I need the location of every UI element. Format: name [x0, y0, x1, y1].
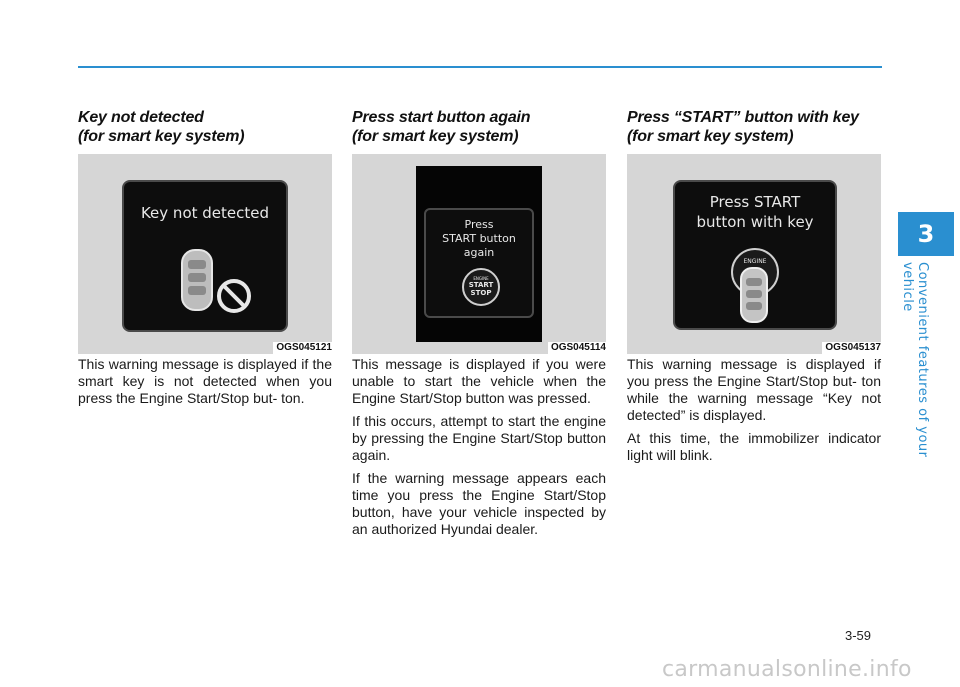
- paragraph: This warning message is displayed if you press the Engine Start/Stop but- ton while the warning message “Key not detected” is displayed.: [627, 356, 881, 423]
- watermark: carmanualsonline.info: [662, 657, 912, 682]
- cluster-display: [424, 208, 534, 318]
- figure-press-start-again: [352, 154, 606, 354]
- figure-press-start-with-key: [627, 154, 881, 354]
- start-stop-button-icon: [462, 268, 500, 306]
- paragraph: If this occurs, attempt to start the engine by pressing the Engine Start/Stop button again.: [352, 413, 606, 463]
- heading-line-1: Press “START” button with key: [627, 109, 859, 126]
- figure-code: OGS045137: [822, 342, 881, 354]
- screen-line-2: button with key: [696, 213, 814, 231]
- button-label: ENGINE: [743, 258, 767, 265]
- button-line-2: START: [468, 281, 494, 289]
- section-body: [78, 356, 332, 413]
- screen-line-3: again: [463, 246, 495, 259]
- figure-code: OGS045114: [548, 342, 606, 354]
- screen-line-1: Press: [464, 218, 494, 231]
- cluster-panel: [416, 166, 542, 342]
- button-line-3: STOP: [470, 289, 492, 297]
- section-press-start-again: [352, 108, 606, 537]
- paragraph: This warning message is displayed if the smart key is not detected when you press the Engine Start/Stop but- ton.: [78, 356, 332, 406]
- heading-line-2: (for smart key system): [627, 128, 794, 145]
- section-heading: [627, 108, 881, 146]
- cluster-display: [673, 180, 837, 330]
- smart-key-no-icon: [174, 244, 264, 324]
- chapter-title: Convenient features of your vehicle: [900, 262, 930, 458]
- heading-line-2: (for smart key system): [78, 128, 245, 145]
- heading-line-1: Key not detected: [78, 109, 204, 126]
- figure-key-not-detected: [78, 154, 332, 354]
- paragraph: If the warning message appears each time you press the Engine Start/Stop button, have your vehicle inspected by an authorized Hyundai dealer.: [352, 470, 606, 537]
- section-body: [627, 356, 881, 470]
- smart-key-icon: [737, 266, 771, 324]
- section-key-not-detected: [78, 108, 332, 406]
- chapter-tab: 3: [898, 212, 954, 256]
- paragraph: At this time, the immobilizer indicator light will blink.: [627, 430, 881, 463]
- screen-line-1: Press START: [709, 193, 801, 211]
- screen-message: [675, 192, 835, 232]
- section-body: [352, 356, 606, 544]
- section-heading: [352, 108, 606, 146]
- heading-line-1: Press start button again: [352, 109, 531, 126]
- figure-code: OGS045121: [273, 342, 332, 354]
- button-line-1: ENGINE: [473, 276, 489, 281]
- screen-line-2: START button: [442, 232, 516, 245]
- cluster-display: [122, 180, 288, 332]
- paragraph: This message is displayed if you were unable to start the vehicle when the Engine Start/Stop button was pressed.: [352, 356, 606, 406]
- heading-line-2: (for smart key system): [352, 128, 519, 145]
- screen-message: [426, 218, 532, 260]
- header-rule: [78, 66, 882, 68]
- section-heading: [78, 108, 332, 146]
- section-press-start-with-key: [627, 108, 881, 463]
- screen-message: Key not detected: [140, 204, 270, 222]
- page-number: 3-59: [845, 628, 872, 643]
